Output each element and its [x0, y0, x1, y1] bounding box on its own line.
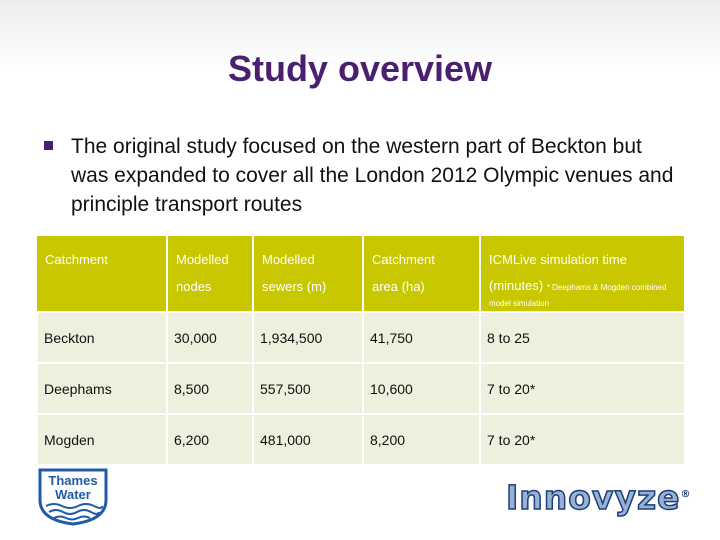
cell-time: 7 to 20*	[480, 414, 685, 465]
slide-title: Study overview	[227, 48, 493, 89]
header-catchment: Catchment	[37, 236, 167, 312]
cell-time: 8 to 25	[480, 312, 685, 363]
cell-area: 8,200	[363, 414, 480, 465]
table-row	[37, 312, 685, 363]
header-catchment-area: Catchment area (ha)	[363, 236, 480, 312]
table-row	[37, 414, 685, 465]
header-modelled-nodes: Modelled nodes	[167, 236, 253, 312]
cell-catchment: Deephams	[37, 363, 167, 414]
cell-nodes: 8,500	[167, 363, 253, 414]
table-header-row	[37, 236, 685, 312]
table-row	[37, 363, 685, 414]
cell-nodes: 6,200	[167, 414, 253, 465]
registered-mark: ®	[680, 489, 692, 500]
innovyze-wordmark: Innovyze	[506, 478, 681, 517]
thames-logo-line2: Water	[55, 487, 91, 502]
header-modelled-sewers: Modelled sewers (m)	[253, 236, 363, 312]
thames-logo-line1: Thames	[48, 473, 98, 488]
cell-sewers: 557,500	[253, 363, 363, 414]
cell-area: 41,750	[363, 312, 480, 363]
cell-nodes: 30,000	[167, 312, 253, 363]
header-simulation-time: ICMLive simulation time (minutes) * Deephams & Mogden combined model simulation	[480, 236, 685, 312]
bullet-square-icon	[44, 141, 53, 150]
cell-area: 10,600	[363, 363, 480, 414]
cell-time: 7 to 20*	[480, 363, 685, 414]
innovyze-logo	[506, 478, 692, 517]
cell-sewers: 481,000	[253, 414, 363, 465]
header-footnote: * Deephams & Mogden combined model simulation	[489, 283, 667, 308]
study-table	[36, 236, 686, 466]
cell-catchment: Mogden	[37, 414, 167, 465]
bullet-point	[44, 132, 684, 219]
thames-water-logo	[36, 464, 110, 526]
bullet-text: The original study focused on the western part of Beckton but was expanded to cover all the London 2012 Olympic venues and principle transport routes	[71, 135, 674, 216]
cell-sewers: 1,934,500	[253, 312, 363, 363]
cell-catchment: Beckton	[37, 312, 167, 363]
header-minutes: (minutes)	[489, 278, 544, 293]
